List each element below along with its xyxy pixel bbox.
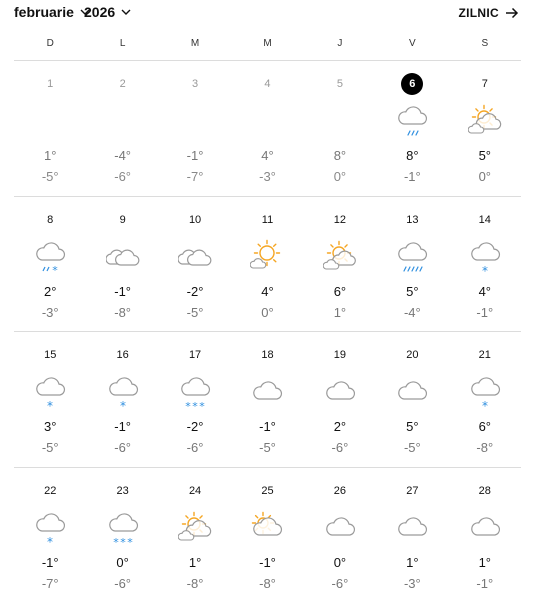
high-temperature: 8° (406, 148, 419, 163)
day-cell[interactable] (304, 332, 376, 467)
heavy-snow-cloud-icon (106, 509, 140, 549)
day-number: 18 (261, 349, 274, 361)
high-temperature: 4° (478, 284, 491, 299)
day-cell[interactable] (376, 468, 448, 603)
low-temperature: -8° (114, 305, 132, 320)
day-cell[interactable] (449, 197, 521, 331)
cloud-icon (323, 509, 357, 543)
low-temperature: -5° (259, 440, 276, 455)
low-temperature: -5° (41, 440, 59, 455)
day-number: 22 (44, 485, 57, 497)
day-cell[interactable] (159, 332, 231, 467)
day-number: 6 (376, 73, 448, 95)
high-temperature: 0° (333, 555, 347, 570)
high-temperature: 1° (478, 555, 491, 570)
high-temperature: -1° (259, 555, 276, 570)
day-number: 24 (188, 485, 202, 497)
svg-text:*: * (47, 535, 54, 549)
low-temperature: -5° (186, 305, 204, 320)
low-temperature: -8° (186, 576, 204, 591)
low-temperature: -1° (476, 576, 494, 591)
day-cell[interactable] (231, 332, 303, 467)
sleet-cloud-icon (33, 238, 67, 277)
low-temperature: -5° (41, 169, 59, 184)
year-selector[interactable] (84, 4, 131, 20)
low-temperature: -3° (41, 305, 59, 320)
day-number: 27 (406, 485, 419, 497)
high-temperature: -4° (114, 148, 132, 163)
cloudy-icon (178, 238, 212, 272)
low-temperature: -1° (403, 169, 421, 184)
weekday-label: D (46, 38, 54, 49)
day-cell[interactable] (14, 61, 86, 196)
low-temperature: -6° (186, 440, 204, 455)
daily-view-label: ZILNIC (458, 6, 499, 20)
low-temperature: -6° (114, 440, 132, 455)
week-row (14, 60, 521, 196)
sun-behind-cloud-icon (178, 509, 212, 543)
svg-text:*: * (119, 399, 126, 413)
weekday-label: J (337, 38, 343, 49)
low-temperature: -8° (259, 576, 276, 591)
weekday-label: S (481, 38, 489, 49)
day-number: 26 (333, 485, 347, 497)
low-temperature: -1° (476, 305, 494, 320)
low-temperature: 0° (333, 169, 347, 184)
daily-view-link[interactable] (459, 6, 519, 20)
snow-cloud-icon (33, 373, 67, 413)
high-temperature: -1° (114, 419, 132, 434)
snow-cloud-icon (106, 373, 140, 413)
day-number: 7 (481, 78, 488, 90)
svg-text:*: * (119, 536, 126, 549)
day-cell[interactable] (231, 197, 303, 331)
calendar-header (0, 0, 533, 28)
month-grid (14, 60, 521, 603)
week-row (14, 467, 521, 603)
day-cell[interactable] (14, 197, 86, 331)
heavy-rain-cloud-icon (395, 238, 429, 272)
cloud-icon (250, 373, 284, 407)
low-temperature: 1° (333, 305, 347, 320)
cloud-icon (395, 373, 429, 407)
week-row (14, 196, 521, 331)
day-number: 28 (478, 485, 491, 497)
weekday-label: M (263, 38, 272, 49)
day-number: 25 (261, 485, 274, 497)
heavy-snow-cloud-icon (178, 373, 212, 413)
weekday-label: V (409, 38, 416, 49)
weekday-header (14, 38, 521, 52)
svg-text:*: * (47, 399, 54, 413)
high-temperature: 8° (333, 148, 347, 163)
month-selector[interactable] (14, 4, 90, 20)
high-temperature: 1° (43, 148, 57, 163)
day-number: 5 (336, 78, 343, 90)
sun-behind-cloud-icon (468, 102, 502, 136)
day-cell[interactable] (159, 61, 231, 196)
day-number: 9 (119, 214, 126, 226)
high-temperature: 4° (261, 284, 274, 299)
cloud-icon (468, 509, 502, 543)
low-temperature: -3° (259, 169, 276, 184)
high-temperature: 3° (43, 419, 57, 434)
chevron-down-icon (121, 7, 131, 17)
day-number: 1 (47, 78, 54, 90)
day-number: 4 (264, 78, 271, 90)
high-temperature: -1° (186, 148, 204, 163)
rain-cloud-icon (395, 102, 429, 136)
day-cell[interactable] (86, 197, 158, 331)
day-number: 2 (119, 78, 126, 90)
day-number: 23 (116, 485, 129, 497)
svg-text:*: * (126, 536, 133, 549)
day-cell[interactable] (304, 197, 376, 331)
day-cell[interactable] (231, 61, 303, 196)
high-temperature: 2° (333, 419, 347, 434)
day-number: 19 (333, 349, 347, 361)
svg-text:*: * (481, 399, 488, 413)
low-temperature: -7° (41, 576, 59, 591)
day-number: 20 (406, 349, 419, 361)
month-label: februarie (14, 4, 74, 20)
day-cell[interactable] (449, 61, 521, 196)
high-temperature: 5° (406, 284, 419, 299)
svg-text:*: * (185, 400, 191, 413)
low-temperature: -8° (476, 440, 494, 455)
day-number: 10 (188, 214, 202, 226)
day-cell[interactable] (231, 468, 303, 603)
low-temperature: 0° (261, 305, 274, 320)
day-cell[interactable] (449, 332, 521, 467)
svg-text:*: * (199, 400, 205, 413)
high-temperature: -2° (186, 284, 204, 299)
day-cell[interactable] (14, 468, 86, 603)
high-temperature: 6° (478, 419, 491, 434)
low-temperature: -3° (403, 576, 421, 591)
low-temperature: -6° (114, 576, 132, 591)
high-temperature: 2° (43, 284, 57, 299)
day-number: 8 (47, 214, 54, 226)
day-number: 13 (406, 214, 419, 226)
high-temperature: 1° (188, 555, 202, 570)
low-temperature: -7° (186, 169, 204, 184)
cloud-icon (395, 509, 429, 543)
day-cell[interactable] (159, 197, 231, 331)
day-cell[interactable] (304, 61, 376, 196)
day-number: 15 (44, 349, 57, 361)
snow-cloud-icon (33, 509, 67, 549)
day-cell[interactable] (86, 468, 158, 603)
high-temperature: -1° (114, 284, 132, 299)
high-temperature: -2° (186, 419, 204, 434)
low-temperature: -4° (403, 305, 421, 320)
high-temperature: 1° (406, 555, 419, 570)
snow-cloud-icon (468, 373, 502, 413)
day-cell-today[interactable] (376, 61, 448, 196)
day-number: 16 (116, 349, 129, 361)
cloudy-icon (106, 238, 140, 272)
low-temperature: -5° (403, 440, 421, 455)
day-number: 3 (192, 78, 199, 90)
svg-text:*: * (481, 264, 488, 278)
sun-cloud-low-icon (250, 509, 284, 543)
sun-cloud-icon (323, 238, 357, 272)
weekday-label: M (190, 38, 200, 49)
day-cell[interactable] (86, 61, 158, 196)
day-cell[interactable] (86, 332, 158, 467)
day-cell[interactable] (376, 332, 448, 467)
day-number: 14 (478, 214, 491, 226)
high-temperature: -1° (259, 419, 276, 434)
day-cell[interactable] (376, 197, 448, 331)
high-temperature: 5° (406, 419, 419, 434)
svg-text:*: * (52, 264, 58, 277)
day-number: 17 (188, 349, 202, 361)
day-number: 11 (261, 214, 274, 226)
day-number: 21 (478, 349, 491, 361)
high-temperature: -1° (41, 555, 59, 570)
sun-small-cloud-icon (250, 238, 284, 272)
cloud-icon (323, 373, 357, 407)
svg-text:*: * (192, 400, 198, 413)
high-temperature: 6° (333, 284, 347, 299)
day-cell[interactable] (449, 468, 521, 603)
low-temperature: -6° (114, 169, 132, 184)
low-temperature: 0° (478, 169, 491, 184)
day-cell[interactable] (159, 468, 231, 603)
weekday-label: L (119, 38, 126, 49)
week-row (14, 331, 521, 467)
snow-cloud-icon (468, 238, 502, 278)
day-cell[interactable] (14, 332, 86, 467)
day-cell[interactable] (304, 468, 376, 603)
high-temperature: 5° (478, 148, 491, 163)
low-temperature: -6° (331, 440, 349, 455)
high-temperature: 4° (261, 148, 274, 163)
high-temperature: 0° (116, 555, 129, 570)
svg-text:*: * (112, 536, 119, 549)
arrow-right-icon (505, 7, 519, 19)
day-number: 12 (333, 214, 347, 226)
year-label: 2026 (84, 4, 116, 20)
low-temperature: -6° (331, 576, 349, 591)
